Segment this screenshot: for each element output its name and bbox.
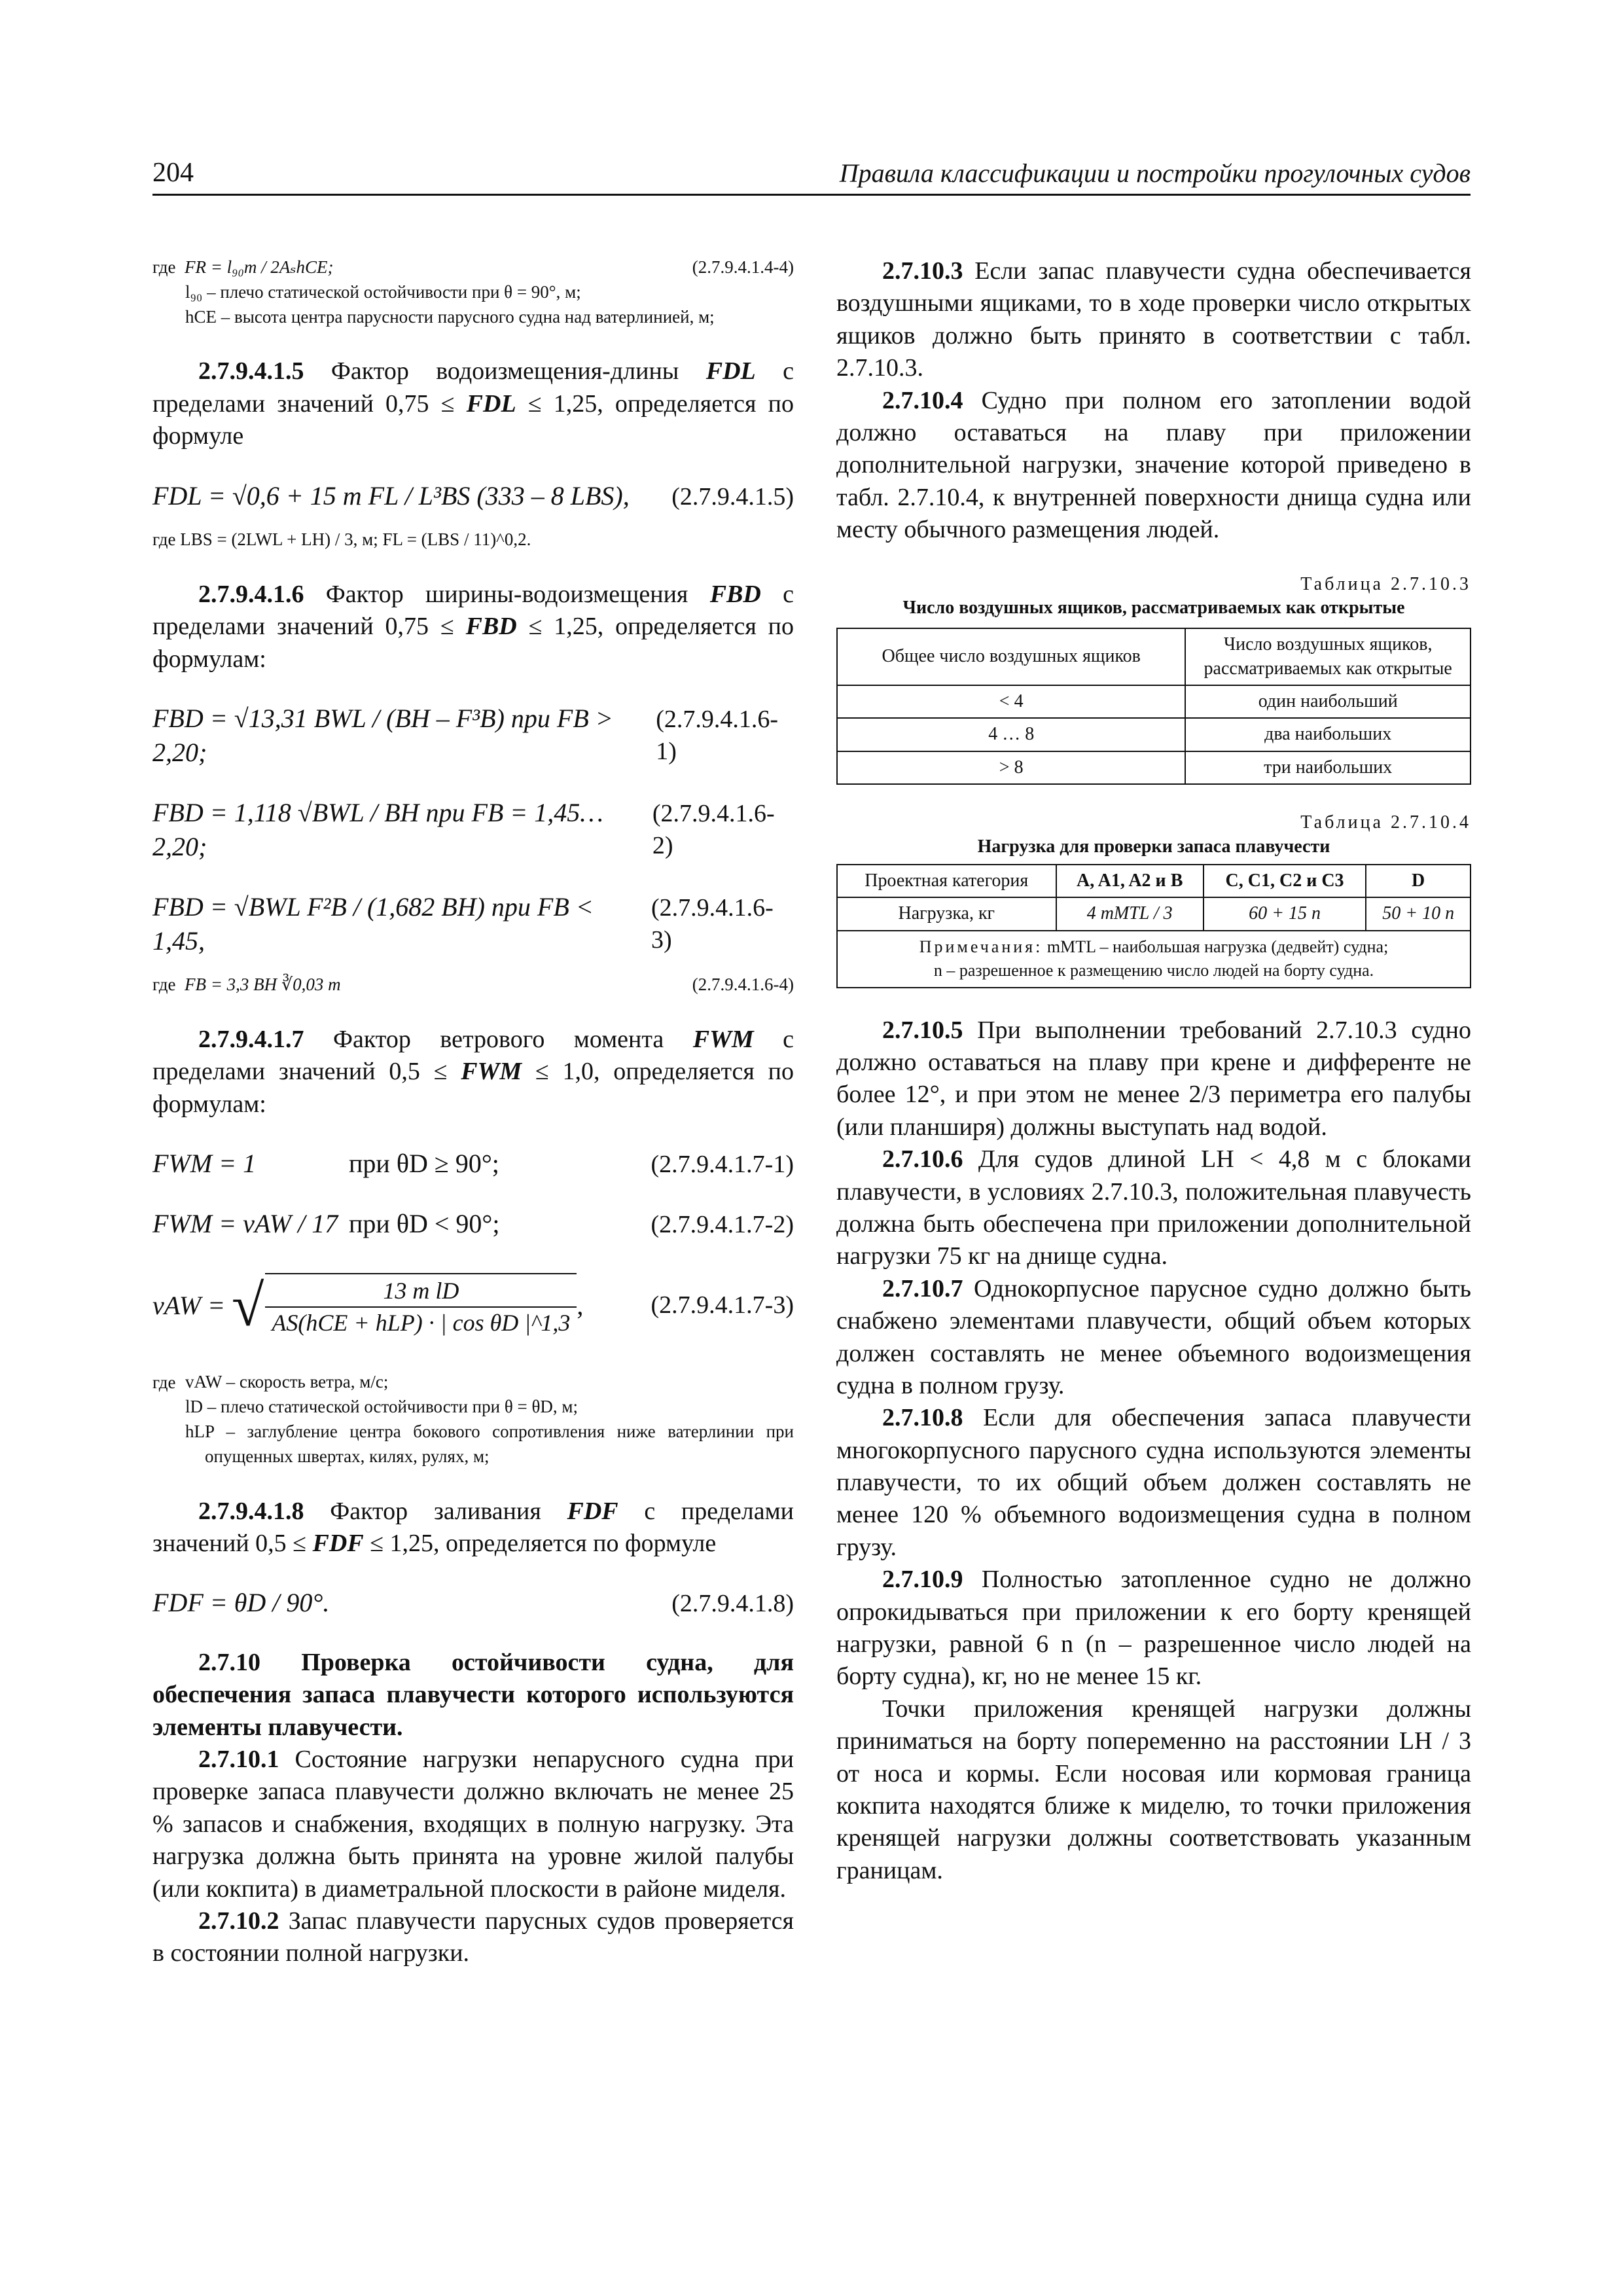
formula-fbd-1: FBD = √13,31 BWL / (BH – F³B) при FB > 2,20; (2.7.9.4.1.6-1) [152, 702, 794, 770]
table-caption: Таблица 2.7.10.3 [1300, 573, 1471, 594]
paragraph-2-7-10-8: 2.7.10.8 Если для обеспечения запаса плавучести многокорпусного парусного судна используются элементы плавучести, то их общий объем должен составлять не менее 120 % объемного водоизмещения судна в полном грузу. [836, 1404, 1471, 1561]
formula-fwm-2: FWM = vAW / 17 при θD < 90°; (2.7.9.4.1.7-2) [152, 1207, 794, 1241]
running-title: Правила классификации и постройки прогулочных судов [839, 158, 1471, 188]
where-block-1: где FR = l₉₀m / 2AₛhCE; (2.7.9.4.1.4-4) [152, 255, 794, 280]
section-2-7-9-4-1-8: 2.7.9.4.1.8 Фактор заливания FDF с пределами значений 0,5 ≤ FDF ≤ 1,25, определяется по формуле [152, 1497, 794, 1558]
formula-fr: FR = l₉₀m / 2AₛhCE; [184, 257, 334, 277]
table-caption: Таблица 2.7.10.4 [1300, 812, 1471, 833]
equation-number: (2.7.9.4.1.5) [671, 482, 794, 511]
equation-number: (2.7.9.4.1.6-4) [692, 974, 794, 994]
left-column [152, 255, 794, 1970]
page-header [152, 152, 1471, 196]
section-2-7-9-4-1-5: 2.7.9.4.1.5 Фактор водоизмещения-длины FDL с пределами значений 0,75 ≤ FDL ≤ 1,25, определяется по формуле [152, 357, 794, 450]
definition: l₉₀ – плечо статической остойчивости при θ = 90°, м; [185, 281, 581, 302]
table-title: Нагрузка для проверки запаса плавучести [977, 836, 1330, 857]
formula-fdl: FDL = √0,6 + 15 m FL / L³BS (333 – 8 LBS), (2.7.9.4.1.5) [152, 479, 794, 513]
formula-fdf: FDF = θD / 90°. (2.7.9.4.1.8) [152, 1586, 794, 1620]
section-2-7-9-4-1-7: 2.7.9.4.1.7 Фактор ветрового момента FWM с пределами значений 0,5 ≤ FWM ≤ 1,0, определяется по формулам: [152, 1025, 794, 1118]
paragraph-2-7-10-1: 2.7.10.1 Состояние нагрузки непарусного судна при проверке запаса плавучести должно включать не менее 25 % запасов и снабжения, входящих в полную нагрузку. Эта нагрузка должна быть принята на уровне жилой палубы (или кокпита) в диаметральной плоскости в районе миделя. [152, 1746, 794, 1903]
formula-fbd-2: FBD = 1,118 √BWL / BH при FB = 1,45…2,20; (2.7.9.4.1.6-2) [152, 796, 794, 864]
paragraph-2-7-10-5: 2.7.10.5 При выполнении требований 2.7.10.3 судно должно оставаться на плаву при крене и дифференте не более 12°, и при этом не менее 2/3 периметра его палубы (или планширя) должны выступать над водой. [836, 1016, 1471, 1141]
air-boxes-table [836, 628, 1471, 785]
table-row: 4 … 8 два наибольших [837, 718, 1471, 751]
section-heading-2-7-10: 2.7.10 Проверка остойчивости судна, для обеспечения запаса плавучести которого используются элементы плавучести. [152, 1648, 794, 1741]
paragraph-2-7-10-9: 2.7.10.9 Полностью затопленное судно не должно опрокидываться при приложении к его борту кренящей нагрузки, равной 6 n (n – разрешенное число людей на борту судна), кг, но не менее 15 кг. [836, 1566, 1471, 1691]
paragraph-2-7-10-6: 2.7.10.6 Для судов длиной LH < 4,8 м с блоками плавучести, в условиях 2.7.10.3, положительная плавучесть должна быть обеспечена при приложении дополнительной нагрузки 75 кг на днище судна. [836, 1145, 1471, 1270]
formula-vaw: vAW = √ $\frac{\text{13 m lD}}{\text{AS(hCE + hLP) · | cos θD |\textasciicircum{}1,3}}$ , (2.7.9.4.1.7-3) [152, 1273, 794, 1338]
paragraph-heel-points: Точки приложения кренящей нагрузки должны приниматься на борту попеременно на расстоянии LH / 3 от носа и кормы. Если носовая или кормовая граница кокпита находятся ближе к миделю, то точки приложения кренящей нагрузки должны соответствовать указанным границам. [836, 1695, 1471, 1884]
page-number: 204 [152, 158, 194, 188]
equation-number: (2.7.9.4.1.8) [671, 1590, 794, 1618]
paragraph-2-7-10-2: 2.7.10.2 Запас плавучести парусных судов проверяется в состоянии полной нагрузки. [152, 1907, 794, 1967]
table-note-row: Примечания: mMTL – наибольшая нагрузка (дедвейт) судна; n – разрешенное к размещению число людей на борту судна. [837, 931, 1471, 988]
load-table [836, 864, 1471, 988]
paragraph-2-7-10-3: 2.7.10.3 Если запас плавучести судна обеспечивается воздушными ящиками, то в ходе проверки число открытых ящиков должно быть принято в соответствии с табл. 2.7.10.3. [836, 257, 1471, 382]
equation-number: (2.7.9.4.1.7-3) [651, 1291, 794, 1319]
equation-number: (2.7.9.4.1.6-3) [651, 893, 774, 954]
table-title: Число воздушных ящиков, рассматриваемых как открытые [902, 597, 1405, 618]
equation-number: (2.7.9.4.1.7-1) [651, 1150, 794, 1178]
equation-number: (2.7.9.4.1.7-2) [651, 1211, 794, 1239]
table-row: > 8 три наибольших [837, 751, 1471, 784]
table-header-row: Проектная категория A, A1, A2 и B C, C1, C2 и C3 D [837, 865, 1471, 897]
where-fdl: где LBS = (2LWL + LH) / 3, м; FL = (LBS / 11)^0,2. [152, 529, 531, 549]
section-2-7-9-4-1-6: 2.7.9.4.1.6 Фактор ширины-водоизмещения FBD с пределами значений 0,75 ≤ FBD ≤ 1,25, определяется по формулам: [152, 580, 794, 673]
formula-fwm-1: FWM = 1 при θD ≥ 90°; (2.7.9.4.1.7-1) [152, 1147, 794, 1181]
table-row: < 4 один наибольший [837, 685, 1471, 718]
paragraph-2-7-10-7: 2.7.10.7 Однокорпусное парусное судно должно быть снабжено элементами плавучести, общий объем которых должен составлять не менее объемного водоизмещения судна в полном грузу. [836, 1274, 1471, 1399]
right-column [836, 255, 1471, 1887]
equation-number: (2.7.9.4.1.6-1) [656, 705, 778, 766]
paragraph-2-7-10-4: 2.7.10.4 Судно при полном его затоплении водой должно оставаться на плаву при приложении дополнительной нагрузки, значение которой приведено в табл. 2.7.10.4, к внутренней поверхности днища судна или месту обычного размещения людей. [836, 386, 1471, 544]
definition: hCE – высота центра парусности парусного судна над ватерлинией, м; [185, 306, 715, 327]
where-block-7: где vAW – скорость ветра, м/с; lD – плечо статической остойчивости при θ = θD, м; hLP – заглубление центра бокового сопротивления ниже ватерлинии при опущенных швертах, килях, рулях, м; [152, 1372, 794, 1466]
formula-fbd-3: FBD = √BWL F²B / (1,682 BH) при FB < 1,45, (2.7.9.4.1.6-3) [152, 890, 794, 958]
equation-number: (2.7.9.4.1.4-4) [692, 257, 794, 277]
table-header-row: Общее число воздушных ящиков Число воздушных ящиков, рассматриваемых как открытые [837, 628, 1471, 685]
equation-number: (2.7.9.4.1.6-2) [652, 799, 775, 860]
table-row: Нагрузка, кг 4 mMTL / 3 60 + 15 n 50 + 10 n [837, 897, 1471, 930]
where-fb: где FB = 3,3 BH ∛0,03 m (2.7.9.4.1.6-4) [152, 973, 794, 997]
